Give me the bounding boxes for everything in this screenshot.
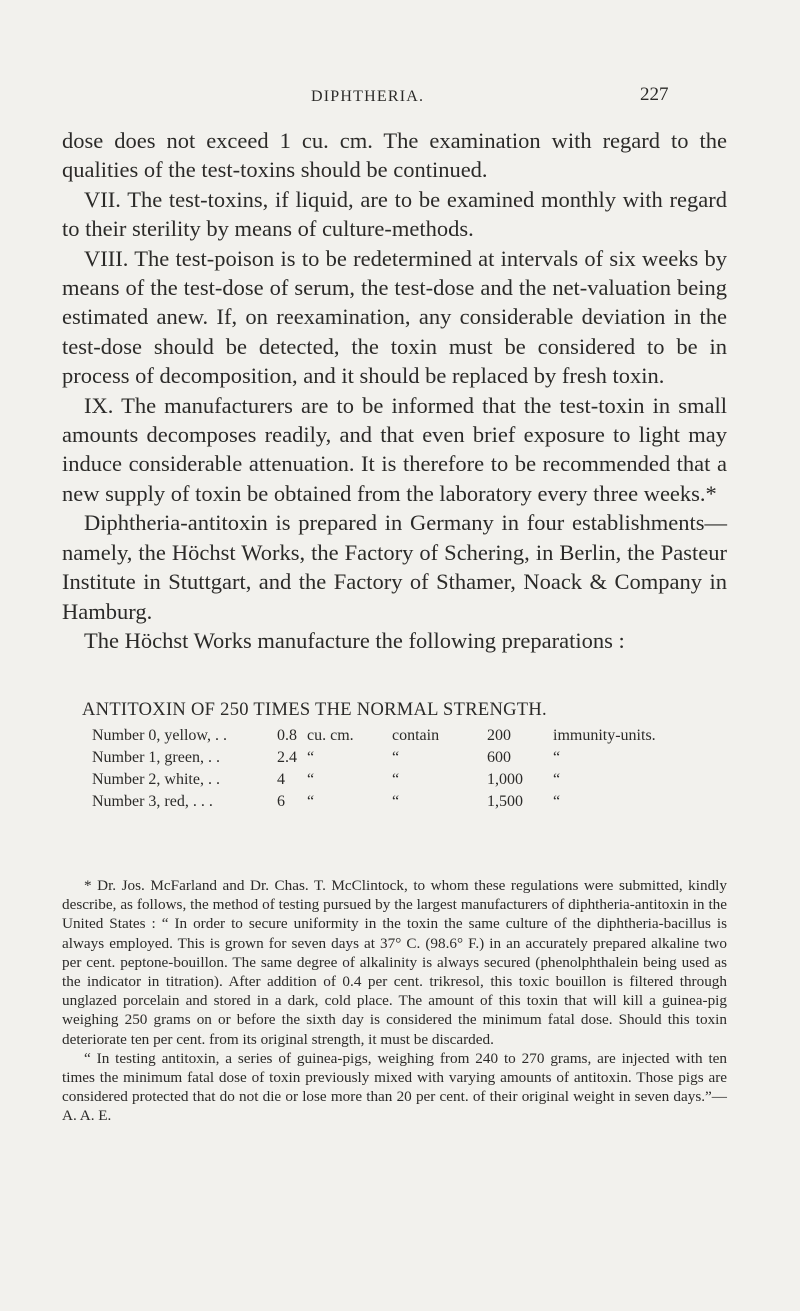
row-unit: “ <box>307 793 315 810</box>
table-row <box>62 749 742 771</box>
row-dose: 2.4 <box>277 749 297 766</box>
table-row <box>62 727 742 749</box>
paragraph-ix: IX. The manufacturers are to be informed that the test-toxin in small amounts decomposes readily, and that even brief exposure to light may induce considerable attenuation. It is therefore to be recommended that a new supply of toxin be obtained from the laboratory every three weeks.* <box>62 392 727 506</box>
row-contain: “ <box>392 771 400 788</box>
row-unit: “ <box>307 771 315 788</box>
page-number: 227 <box>640 84 669 105</box>
row-label: Number 2, white, . . <box>92 771 220 788</box>
row-contain: “ <box>392 793 400 810</box>
row-contain: contain <box>392 727 440 744</box>
paragraph-vii: VII. The test-toxins, if liquid, are to be examined monthly with regard to their sterility by means of culture-methods. <box>62 186 727 242</box>
row-count: 600 <box>487 749 511 766</box>
paragraph-preparations: The Höchst Works manufacture the following preparations : <box>84 627 625 653</box>
row-count: 200 <box>487 727 511 744</box>
table-title: ANTITOXIN OF 250 TIMES THE NORMAL STRENGTH. <box>82 700 547 720</box>
row-label: Number 3, red, . . . <box>92 793 213 810</box>
footnote-paragraph: * Dr. Jos. McFarland and Dr. Chas. T. McClintock, to whom these regulations were submitted, kindly describe, as follows, the method of testing pursued by the largest manufacturers of diphtheria-antitoxin in the United States : “ In order to secure uniformity in the toxin the same culture of the diphtheria-bacillus is always employed. This is grown for seven days at 37° C. (98.6° F.) in an accurately prepared alkaline two per cent. peptone-bouillon. The same degree of alkalinity is always secured (phenolphthalein being used as the indicator in titration). After addition of 0.4 per cent. trikresol, this toxic bouillon is filtered through unglazed porcelain and stored in a dark, cold place. The amount of this toxin that will kill a guinea-pig weighing 250 grams on or before the sixth day is considered the minimum fatal dose. Should this toxin deteriorate ten per cent. from its original strength, it must be discarded. <box>62 877 727 1048</box>
row-units: “ <box>553 749 561 766</box>
row-contain: “ <box>392 749 400 766</box>
footnote-paragraph: “ In testing antitoxin, a series of guinea-pigs, weighing from 240 to 270 grams, are injected with ten times the minimum fatal dose of toxin previously mixed with varying amounts of antitoxin. Those pigs are considered protected that do not die or lose more than 20 per cent. of their original weight in seven days.”—A. A. E. <box>62 1049 727 1125</box>
row-count: 1,000 <box>487 771 523 788</box>
antitoxin-table <box>62 700 742 815</box>
table-row <box>62 793 742 815</box>
main-text <box>62 126 727 655</box>
row-dose: 4 <box>277 771 285 788</box>
row-unit: cu. cm. <box>307 727 354 744</box>
table-row <box>62 771 742 793</box>
paragraph-establishments: Diphtheria-antitoxin is prepared in Germany in four establishments—namely, the Höchst Works, the Factory of Schering, in Berlin, the Pasteur Institute in Stuttgart, and the Factory of Sthamer, Noack & Company in Hamburg. <box>62 510 727 624</box>
row-label: Number 0, yellow, . . <box>92 727 227 744</box>
running-head-title: DIPHTHERIA. <box>311 88 425 105</box>
running-head <box>0 84 800 112</box>
row-units: “ <box>553 771 561 788</box>
paragraph-viii: VIII. The test-poison is to be redetermined at intervals of six weeks by means of the test-dose of serum, the test-dose and the net-valuation being estimated anew. If, on reexamination, any considerable deviation in the test-dose should be detected, the toxin must be considered to be in process of decomposition, and it should be replaced by fresh toxin. <box>62 245 727 389</box>
row-units: immunity-units. <box>553 727 656 744</box>
row-count: 1,500 <box>487 793 523 810</box>
row-unit: “ <box>307 749 315 766</box>
row-units: “ <box>553 793 561 810</box>
row-dose: 6 <box>277 793 285 810</box>
row-dose: 0.8 <box>277 727 297 744</box>
paragraph-continued: dose does not exceed 1 cu. cm. The examination with regard to the qualities of the test-toxins should be continued. <box>62 128 727 183</box>
footnote <box>62 876 727 1126</box>
row-label: Number 1, green, . . <box>92 749 220 766</box>
